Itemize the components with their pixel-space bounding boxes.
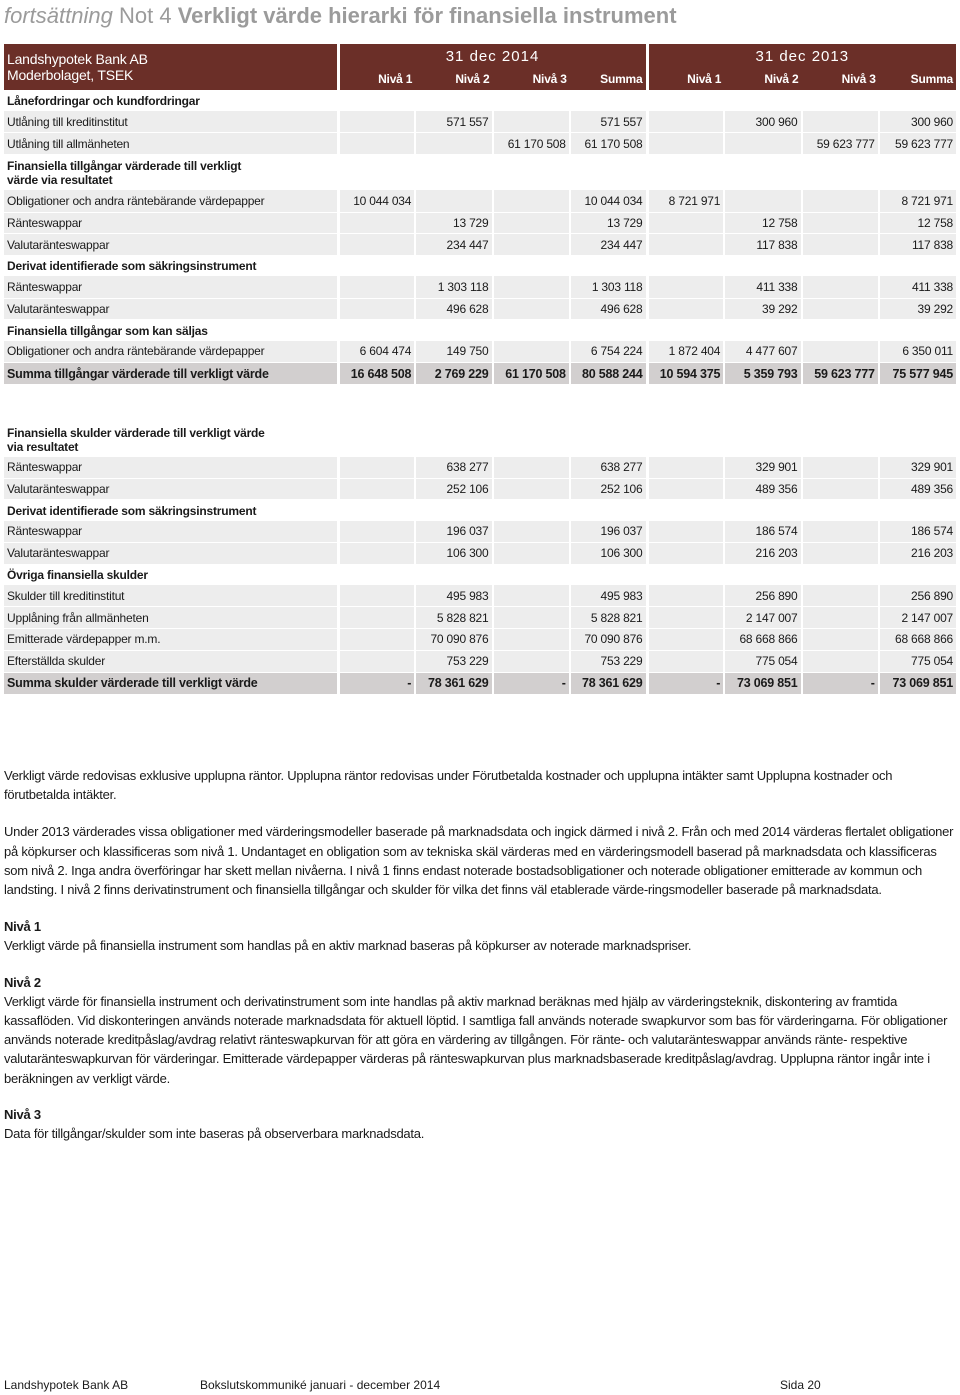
cell-value: 2 147 007 xyxy=(879,607,956,629)
table-section-heading xyxy=(4,255,956,276)
row-label: Skulder till kreditinstitut xyxy=(4,585,338,607)
table-total-row xyxy=(4,363,956,385)
cell-value: 2 769 229 xyxy=(415,363,492,385)
cell-value: 252 106 xyxy=(415,478,492,500)
section-label: Derivat identifierade som säkringsinstrument xyxy=(7,259,257,274)
row-label: Obligationer och andra räntebärande värdepapper xyxy=(4,341,338,363)
cell-value: - xyxy=(493,672,570,694)
cell-value: 329 901 xyxy=(724,457,801,479)
cell-value: 73 069 851 xyxy=(879,672,956,694)
cell-value xyxy=(802,521,879,543)
cell-value: 5 359 793 xyxy=(724,363,801,385)
cell-value: 8 721 971 xyxy=(879,190,956,212)
cell-value: 10 044 034 xyxy=(570,190,647,212)
cell-value xyxy=(802,111,879,133)
entity-unit: Moderbolaget, TSEK xyxy=(7,67,134,83)
table-row xyxy=(4,543,956,565)
footer-page-number: Sida 20 xyxy=(780,1378,821,1392)
section-label: Lånefordringar och kundfordringar xyxy=(7,94,200,108)
row-label: Utlåning till allmänheten xyxy=(4,133,338,155)
table-row xyxy=(4,276,956,298)
cell-value: 2 147 007 xyxy=(724,607,801,629)
cell-value xyxy=(338,111,415,133)
period-header-2014: 31 dec 2014 xyxy=(338,44,647,68)
row-label: Upplåning från allmänheten xyxy=(4,607,338,629)
level-3-heading: Nivå 3 xyxy=(4,1106,41,1122)
table-row xyxy=(4,111,956,133)
section-label: Övriga finansiella skulder xyxy=(7,568,148,583)
cell-value xyxy=(802,650,879,672)
table-row xyxy=(4,298,956,320)
cell-value xyxy=(338,457,415,479)
cell-value: 489 356 xyxy=(724,478,801,500)
cell-value: 59 623 777 xyxy=(802,133,879,155)
cell-value: 106 300 xyxy=(570,543,647,565)
level-3-block xyxy=(4,1105,956,1143)
cell-value: 496 628 xyxy=(570,298,647,320)
table-row xyxy=(4,341,956,363)
row-label: Valutaränteswappar xyxy=(4,543,338,565)
cell-value: 196 037 xyxy=(570,521,647,543)
cell-value xyxy=(802,585,879,607)
cell-value: 6 754 224 xyxy=(570,341,647,363)
cell-value xyxy=(493,212,570,234)
cell-value: 61 170 508 xyxy=(570,133,647,155)
cell-value: 234 447 xyxy=(415,234,492,256)
cell-value xyxy=(338,478,415,500)
cell-value xyxy=(647,212,724,234)
cell-value: 70 090 876 xyxy=(570,629,647,651)
cell-value: 68 668 866 xyxy=(724,629,801,651)
cell-value: 70 090 876 xyxy=(415,629,492,651)
cell-value: 39 292 xyxy=(879,298,956,320)
table-row xyxy=(4,585,956,607)
cell-value xyxy=(338,234,415,256)
row-label: Ränteswappar xyxy=(4,212,338,234)
table-row xyxy=(4,607,956,629)
level-3-text: Data för tillgångar/skulder som inte baseras på observerbara marknadsdata. xyxy=(4,1126,425,1142)
cell-value xyxy=(724,190,801,212)
table-row xyxy=(4,133,956,155)
cell-value xyxy=(493,276,570,298)
table-body xyxy=(4,90,956,694)
cell-value xyxy=(647,478,724,500)
column-header: Summa xyxy=(570,68,647,90)
cell-value xyxy=(802,478,879,500)
cell-value: 300 960 xyxy=(724,111,801,133)
cell-value xyxy=(338,607,415,629)
company-name: Landshypotek Bank AB xyxy=(7,51,148,67)
section-label: Derivat identifierade som säkringsinstrument xyxy=(7,503,257,518)
cell-value: 117 838 xyxy=(879,234,956,256)
cell-value: 59 623 777 xyxy=(802,363,879,385)
table-section-heading xyxy=(4,500,956,521)
cell-value xyxy=(493,650,570,672)
level-2-block xyxy=(4,973,956,1088)
row-label: Valutaränteswappar xyxy=(4,234,338,256)
cell-value: 61 170 508 xyxy=(493,133,570,155)
section-label xyxy=(4,154,956,190)
cell-value xyxy=(493,298,570,320)
cell-value: 13 729 xyxy=(570,212,647,234)
cell-value: 196 037 xyxy=(415,521,492,543)
cell-value: 78 361 629 xyxy=(415,672,492,694)
cell-value xyxy=(802,607,879,629)
cell-value: 1 303 118 xyxy=(570,276,647,298)
cell-value xyxy=(802,629,879,651)
cell-value xyxy=(802,543,879,565)
cell-value xyxy=(802,276,879,298)
section-label xyxy=(4,421,956,457)
column-header: Nivå 3 xyxy=(493,68,570,90)
table-section-heading xyxy=(4,564,956,585)
section-label: Finansiella tillgångar som kan säljas xyxy=(7,323,208,338)
level-1-block xyxy=(4,917,956,955)
table-section-heading xyxy=(4,90,956,111)
cell-value: 75 577 945 xyxy=(879,363,956,385)
cell-value xyxy=(802,190,879,212)
cell-value: 300 960 xyxy=(879,111,956,133)
table-spacer xyxy=(4,385,956,421)
cell-value: 495 983 xyxy=(570,585,647,607)
cell-value xyxy=(493,478,570,500)
cell-value: 12 758 xyxy=(879,212,956,234)
cell-value: 4 477 607 xyxy=(724,341,801,363)
row-label: Summa skulder värderade till verkligt värde xyxy=(4,672,338,694)
row-label: Emitterade värdepapper m.m. xyxy=(4,629,338,651)
table-row xyxy=(4,190,956,212)
notes-section xyxy=(4,766,956,1160)
section-label-line-2: värde via resultatet xyxy=(7,173,113,188)
note-number: Not 4 xyxy=(118,3,172,28)
table-total-row xyxy=(4,672,956,694)
cell-value xyxy=(415,133,492,155)
cell-value: 753 229 xyxy=(415,650,492,672)
column-header: Nivå 2 xyxy=(415,68,492,90)
table-row xyxy=(4,478,956,500)
cell-value xyxy=(647,585,724,607)
cell-value: 12 758 xyxy=(724,212,801,234)
column-header: Summa xyxy=(879,68,956,90)
table-row xyxy=(4,212,956,234)
title-main: Verkligt värde hierarki för finansiella instrument xyxy=(177,3,677,28)
table-section-heading xyxy=(4,154,956,190)
cell-value: 571 557 xyxy=(570,111,647,133)
cell-value xyxy=(338,212,415,234)
cell-value xyxy=(493,457,570,479)
cell-value: 186 574 xyxy=(879,521,956,543)
cell-value: - xyxy=(338,672,415,694)
cell-value: 5 828 821 xyxy=(570,607,647,629)
cell-value xyxy=(338,298,415,320)
table-section-heading xyxy=(4,421,956,457)
cell-value: 149 750 xyxy=(415,341,492,363)
cell-value: 59 623 777 xyxy=(879,133,956,155)
cell-value: 8 721 971 xyxy=(647,190,724,212)
cell-value: 1 303 118 xyxy=(415,276,492,298)
cell-value xyxy=(647,298,724,320)
cell-value: 39 292 xyxy=(724,298,801,320)
level-1-heading: Nivå 1 xyxy=(4,919,41,935)
row-label: Valutaränteswappar xyxy=(4,478,338,500)
cell-value: 6 350 011 xyxy=(879,341,956,363)
column-header: Nivå 1 xyxy=(647,68,724,90)
cell-value xyxy=(802,457,879,479)
cell-value: 16 648 508 xyxy=(338,363,415,385)
column-header: Nivå 1 xyxy=(338,68,415,90)
cell-value xyxy=(493,607,570,629)
column-header: Nivå 2 xyxy=(724,68,801,90)
row-label: Utlåning till kreditinstitut xyxy=(4,111,338,133)
row-label: Summa tillgångar värderade till verkligt värde xyxy=(4,363,338,385)
cell-value xyxy=(493,585,570,607)
section-label-line-2: via resultatet xyxy=(7,439,79,454)
cell-value xyxy=(493,190,570,212)
cell-value xyxy=(415,190,492,212)
note-paragraph-accrued-interest: Verkligt värde redovisas exklusive upplupna räntor. Upplupna räntor redovisas under Förutbetalda kostnader och upplupna intäkter samt Upplupna kostnader och förutbetalda intäkter. xyxy=(4,768,893,803)
cell-value: 78 361 629 xyxy=(570,672,647,694)
footer-report: Bokslutskommuniké januari - december 2014 xyxy=(200,1378,441,1392)
cell-value: 329 901 xyxy=(879,457,956,479)
cell-value xyxy=(338,629,415,651)
cell-value: - xyxy=(647,672,724,694)
row-label: Ränteswappar xyxy=(4,276,338,298)
cell-value: 411 338 xyxy=(724,276,801,298)
level-2-text: Verkligt värde för finansiella instrument och derivatinstrument som inte handlas på aktiv marknad beräknas med hjälp av värderingsteknik, diskontering av framtida kassaflöden. Vid diskonteringen används noterade marknadsdata för aktuell löptid. I samtliga fall används noterade swapkurvor som bas för värderingarna. För obligationer används noterade kreditpåslag/avdrag relativt ränteswapkurvan för att göra en värdering av tillgången. För ränte- och valutaränteswappar används ränte- respektive valutaränteswapkurvan för värderingar. Emitterade värdepapper värderas på ränteswapkurvan plus marknadsbaserade kreditpåslag/avdrag. Upplupna räntor ingår inte i beräkningen av verkligt värde. xyxy=(4,993,948,1086)
note-paragraph-transfers: Under 2013 värderades vissa obligationer med värderingsmodeller baserade på marknadsdata och ingick därmed i nivå 2. Från och med 2014 värderas flertalet obligationer på köpkurser och klassificeras som nivå 1. Undantaget en obligation som av tekniska skäl värderas med en värderingsmodell baserad på marknadsdata och klassificeras som nivå 2. Inga andra överföringar har skett mellan nivåerna. I nivå 1 finns endast noterade bostadsobligationer och noterade obligationer emitterade av kommun och landsting. I nivå 2 finns derivatinstrument och finansiella tillgångar och skulder för vilka det finns väl etablerade värde-ringsmodeller baserade på marknadsdata. xyxy=(4,824,954,898)
cell-value xyxy=(802,212,879,234)
table-row xyxy=(4,457,956,479)
cell-value xyxy=(647,234,724,256)
cell-value: 5 828 821 xyxy=(415,607,492,629)
cell-value xyxy=(647,276,724,298)
cell-value xyxy=(493,629,570,651)
cell-value xyxy=(338,521,415,543)
cell-value: 10 594 375 xyxy=(647,363,724,385)
cell-value xyxy=(647,457,724,479)
cell-value: 186 574 xyxy=(724,521,801,543)
table-row xyxy=(4,650,956,672)
cell-value xyxy=(338,543,415,565)
cell-value: 411 338 xyxy=(879,276,956,298)
row-label: Obligationer och andra räntebärande värdepapper xyxy=(4,190,338,212)
row-label: Ränteswappar xyxy=(4,457,338,479)
cell-value xyxy=(647,543,724,565)
cell-value: 252 106 xyxy=(570,478,647,500)
cell-value: 256 890 xyxy=(879,585,956,607)
cell-value xyxy=(802,234,879,256)
row-label: Efterställda skulder xyxy=(4,650,338,672)
cell-value xyxy=(338,133,415,155)
cell-value xyxy=(802,341,879,363)
cell-value: 495 983 xyxy=(415,585,492,607)
cell-value xyxy=(493,543,570,565)
row-label: Valutaränteswappar xyxy=(4,298,338,320)
table-section-heading xyxy=(4,320,956,341)
cell-value: 73 069 851 xyxy=(724,672,801,694)
cell-value: 6 604 474 xyxy=(338,341,415,363)
page-title xyxy=(4,2,677,32)
section-label-line-1: Finansiella tillgångar värderade till verkligt xyxy=(7,159,242,174)
cell-value xyxy=(493,111,570,133)
cell-value xyxy=(338,585,415,607)
page-footer xyxy=(4,1377,956,1393)
table-row xyxy=(4,234,956,256)
cell-value xyxy=(647,629,724,651)
cell-value: 256 890 xyxy=(724,585,801,607)
cell-value xyxy=(647,133,724,155)
cell-value: 216 203 xyxy=(724,543,801,565)
cell-value xyxy=(338,276,415,298)
period-header-2013: 31 dec 2013 xyxy=(647,44,956,68)
cell-value: 10 044 034 xyxy=(338,190,415,212)
cell-value xyxy=(493,234,570,256)
cell-value: 80 588 244 xyxy=(570,363,647,385)
footer-company: Landshypotek Bank AB xyxy=(4,1378,129,1392)
column-header: Nivå 3 xyxy=(802,68,879,90)
level-1-text: Verkligt värde på finansiella instrument som handlas på en aktiv marknad baseras på köpkurser av noterade marknadspriser. xyxy=(4,938,692,954)
cell-value: 571 557 xyxy=(415,111,492,133)
table-row xyxy=(4,521,956,543)
cell-value xyxy=(647,111,724,133)
cell-value xyxy=(647,650,724,672)
table-row xyxy=(4,629,956,651)
cell-value: 117 838 xyxy=(724,234,801,256)
cell-value: 1 872 404 xyxy=(647,341,724,363)
cell-value: 638 277 xyxy=(415,457,492,479)
cell-value: 489 356 xyxy=(879,478,956,500)
level-2-heading: Nivå 2 xyxy=(4,974,41,990)
cell-value xyxy=(493,521,570,543)
cell-value: 775 054 xyxy=(879,650,956,672)
cell-value: 234 447 xyxy=(570,234,647,256)
table-header-company xyxy=(4,44,338,90)
cell-value xyxy=(493,341,570,363)
title-prefix: fortsättning xyxy=(4,3,113,28)
section-label-line-1: Finansiella skulder värderade till verkligt värde xyxy=(7,425,265,440)
cell-value: - xyxy=(802,672,879,694)
cell-value: 106 300 xyxy=(415,543,492,565)
cell-value: 61 170 508 xyxy=(493,363,570,385)
fair-value-table xyxy=(4,44,956,695)
cell-value: 216 203 xyxy=(879,543,956,565)
cell-value: 638 277 xyxy=(570,457,647,479)
cell-value: 496 628 xyxy=(415,298,492,320)
cell-value xyxy=(802,298,879,320)
cell-value: 13 729 xyxy=(415,212,492,234)
cell-value xyxy=(647,607,724,629)
cell-value: 68 668 866 xyxy=(879,629,956,651)
cell-value: 775 054 xyxy=(724,650,801,672)
cell-value xyxy=(647,521,724,543)
cell-value: 753 229 xyxy=(570,650,647,672)
row-label: Ränteswappar xyxy=(4,521,338,543)
cell-value xyxy=(338,650,415,672)
cell-value xyxy=(724,133,801,155)
